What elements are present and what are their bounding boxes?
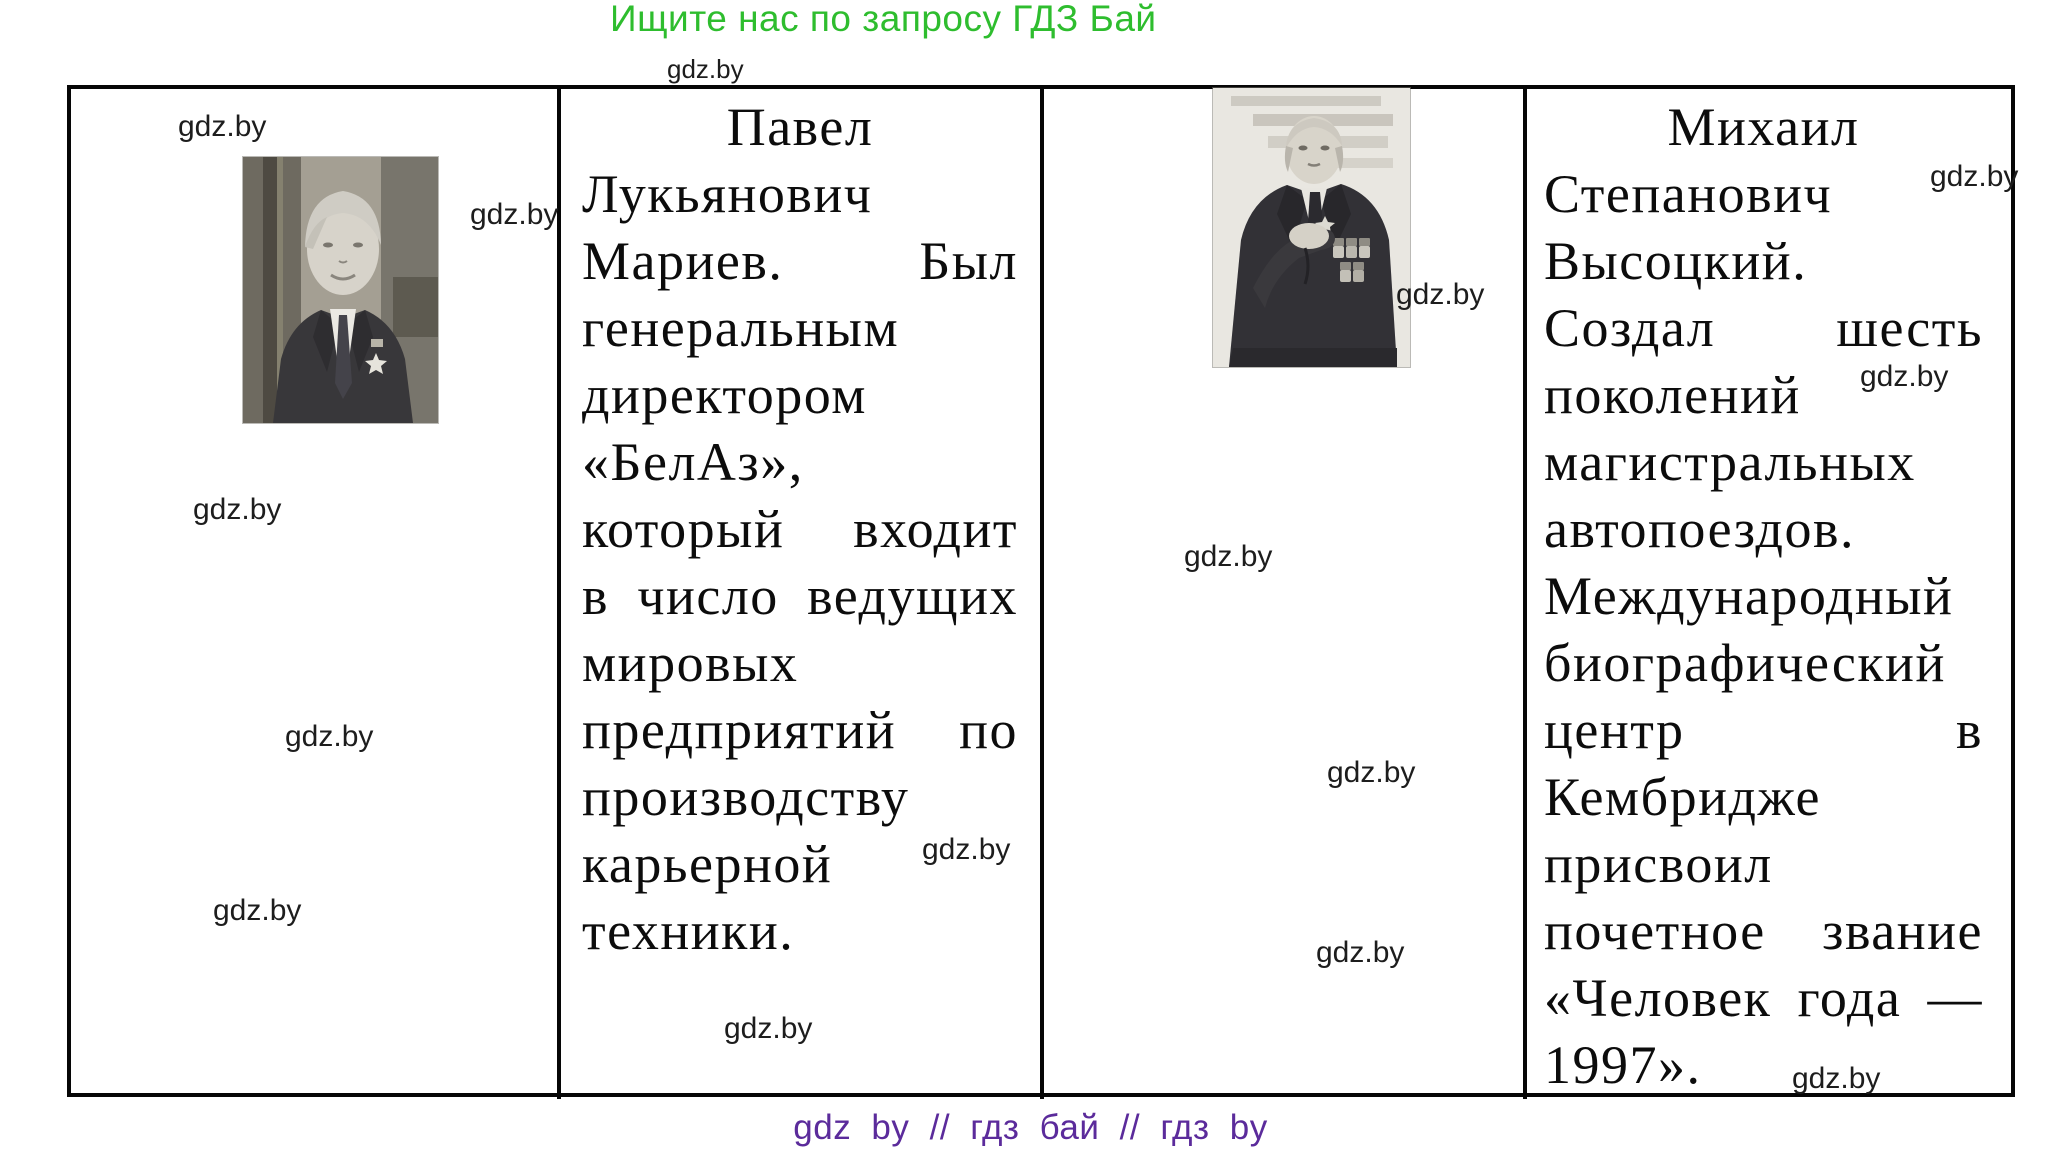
watermark-gdzby: gdz.by (1396, 278, 1485, 311)
portrait-photo-mariev (243, 157, 438, 423)
text-line: карьерной (582, 834, 833, 894)
watermark-gdzby: gdz.by (1930, 160, 2019, 193)
text-line: автопоездов. (1544, 499, 1856, 559)
text-word: звание (1822, 901, 1983, 961)
watermark-gdzby: gdz.by (1316, 936, 1405, 969)
text-line: магистральных (1544, 432, 1916, 492)
text-line: «БелАз», (582, 432, 804, 492)
promo-header-text: Ищите нас по запросу ГДЗ Бай (610, 0, 1157, 39)
text-line: генеральным (582, 298, 900, 358)
text-line (582, 563, 1018, 630)
text-line: Лукьянович (582, 164, 873, 224)
text-line: Международный (1544, 566, 1954, 626)
text-line: директором (582, 365, 867, 425)
text-line (1544, 295, 1983, 362)
text-line: 1997». (1544, 1035, 1702, 1095)
text-word: число (637, 566, 779, 626)
bio-text-mariev (557, 89, 1040, 1099)
watermark-gdzby: gdz.by (1327, 756, 1416, 789)
text-word: Мариев. (582, 231, 784, 291)
text-word: «Человек (1544, 968, 1772, 1028)
text-word: Был (919, 231, 1018, 291)
text-line: Кембридже (1544, 767, 1822, 827)
text-word: — (1927, 968, 1983, 1028)
text-word: в (1956, 700, 1983, 760)
text-line (1544, 697, 1983, 764)
text-word: ведущих (807, 566, 1018, 626)
text-word: в (582, 566, 609, 626)
text-line: Михаил (1667, 97, 1860, 157)
text-word: входит (853, 499, 1018, 559)
text-line: мировых (582, 633, 799, 693)
text-word: Создал (1544, 298, 1716, 358)
watermark-gdzby: gdz.by (1860, 360, 1949, 393)
text-line: Павел (726, 97, 874, 157)
footer-seo-text: gdz by // гдз бай // гдз by (793, 1108, 1268, 1147)
text-word: центр (1544, 700, 1685, 760)
watermark-gdzby: gdz.by (178, 110, 267, 143)
watermark-gdzby: gdz.by (724, 1012, 813, 1045)
watermark-gdzby: gdz.by (285, 720, 374, 753)
text-line: техники. (582, 901, 795, 961)
watermark-gdzby: gdz.by (922, 833, 1011, 866)
text-line (582, 496, 1018, 563)
watermark-gdzby: gdz.by (1184, 540, 1273, 573)
text-word: почетное (1544, 901, 1766, 961)
text-line: поколений (1544, 365, 1801, 425)
text-line (582, 697, 1018, 764)
text-line: присвоил (1544, 834, 1773, 894)
text-line: Высоцкий. (1544, 231, 1808, 291)
watermark-gdzby: gdz.by (1792, 1062, 1881, 1095)
text-line (1544, 898, 1983, 965)
watermark-gdzby: gdz.by (667, 54, 744, 84)
text-line: Степанович (1544, 164, 1833, 224)
text-word: предприятий (582, 700, 897, 760)
text-line (582, 228, 1018, 295)
watermark-gdzby: gdz.by (193, 493, 282, 526)
text-line: биографический (1544, 633, 1946, 693)
text-word: который (582, 499, 785, 559)
text-word: по (959, 700, 1018, 760)
text-word: года (1797, 968, 1902, 1028)
text-word: шесть (1836, 298, 1983, 358)
watermark-gdzby: gdz.by (213, 894, 302, 927)
text-line: производству (582, 767, 910, 827)
watermark-gdzby: gdz.by (470, 198, 559, 231)
bio-text-vysotsky (1523, 89, 1999, 1099)
portrait-photo-vysotsky (1213, 88, 1410, 367)
text-line (1544, 965, 1983, 1032)
